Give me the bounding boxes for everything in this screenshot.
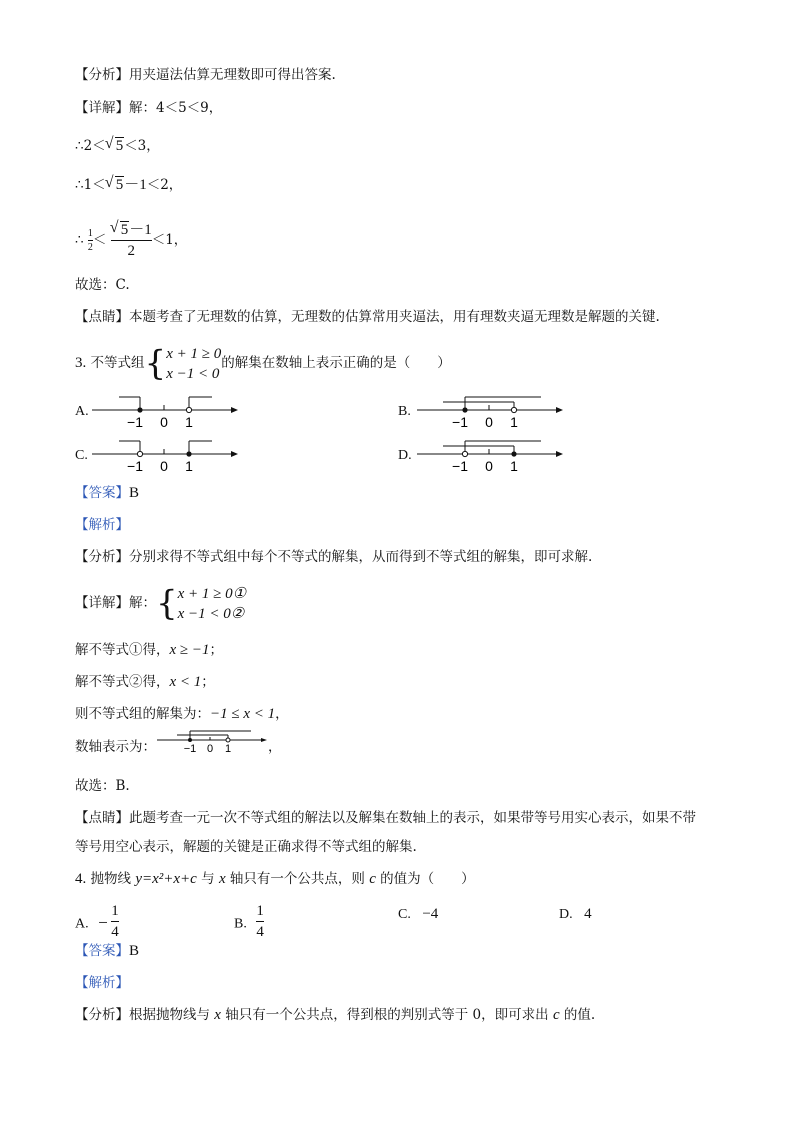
question-math: x bbox=[218, 871, 226, 887]
sqrt-expression: √ 5 bbox=[106, 176, 125, 194]
solve-text: 解不等式①得， bbox=[75, 642, 170, 658]
option-d-numberline[interactable] bbox=[413, 434, 573, 474]
analysis-text: 轴只有一个公共点，得到根的判别式等于 0，即可求出 bbox=[220, 1007, 553, 1023]
analysis-text: 根据抛物线与 bbox=[129, 1007, 215, 1023]
fraction: $\frac{1}{4}$ bbox=[256, 903, 264, 940]
solid-dot bbox=[188, 738, 192, 742]
question-number: 3. bbox=[75, 355, 87, 371]
solve-text: 解不等式②得， bbox=[75, 674, 170, 690]
sqrt-expression: √ 5 bbox=[106, 137, 125, 155]
question-math: c bbox=[369, 871, 376, 887]
choose-line-3: 故选：B. bbox=[75, 778, 130, 794]
question-text: 不等式组 bbox=[90, 355, 145, 371]
detail-text: 解：4＜5＜9， bbox=[129, 100, 223, 116]
option-value: 4 bbox=[584, 906, 592, 922]
analysis-text: 用夹逼法估算无理数即可得出答案. bbox=[129, 67, 336, 83]
question-text: 的解集在数轴上表示正确的是（ ） bbox=[221, 355, 451, 371]
option-a-4[interactable] bbox=[75, 903, 119, 943]
solid-dot bbox=[511, 451, 516, 456]
answer-value: B bbox=[129, 485, 140, 501]
answer-value: B bbox=[129, 943, 140, 959]
question-number: 4. bbox=[75, 871, 87, 887]
solve-line-1 bbox=[75, 641, 223, 659]
punctuation: ， bbox=[268, 739, 282, 755]
solution-line bbox=[75, 705, 289, 723]
question-text: 的值为（ ） bbox=[375, 871, 475, 887]
detail-text: 解： bbox=[129, 595, 156, 611]
tick-label: 1 bbox=[510, 458, 518, 474]
tick-label: −1 bbox=[127, 414, 143, 430]
tick-label: 1 bbox=[185, 414, 193, 430]
tick-label: 1 bbox=[185, 458, 193, 474]
comment-line-3b: 等号用空心表示，解题的关键是正确求得不等式组的解集. bbox=[75, 839, 417, 855]
tick-label: 1 bbox=[224, 743, 232, 754]
answer-line-4 bbox=[75, 942, 139, 960]
jiexi-heading-4: 【解析】 bbox=[75, 975, 129, 991]
analysis-tag: 【分析】 bbox=[75, 549, 129, 565]
answer-tag: 【答案】 bbox=[75, 485, 129, 501]
analysis-math: x bbox=[214, 1007, 221, 1023]
fraction-half: $\frac{1}{2}$ bbox=[87, 228, 93, 253]
tick-label: 0 bbox=[160, 458, 168, 474]
step-line-2 bbox=[75, 176, 182, 194]
therefore-symbol: ∴ bbox=[75, 177, 84, 193]
question-3: 3. 不等式组{ x + 1 ≥ 0 x −1 < 0 的解集在数轴上表示正确的是（ ） bbox=[75, 343, 451, 384]
step-line-1 bbox=[75, 137, 160, 155]
step-text: ＜ bbox=[92, 232, 107, 248]
option-label: B. bbox=[234, 916, 247, 932]
inequality-system: x + 1 ≥ 0 x −1 < 0 bbox=[166, 345, 222, 382]
comment-tag: 【点睛】 bbox=[75, 810, 129, 826]
step-text: ＜2， bbox=[146, 177, 183, 193]
tick-label: 0 bbox=[160, 414, 168, 430]
step-text: 1＜ bbox=[83, 177, 106, 193]
option-c-4[interactable] bbox=[398, 906, 438, 923]
jiexi-heading-3: 【解析】 bbox=[75, 517, 129, 533]
analysis-line-4 bbox=[75, 1006, 595, 1024]
numberline-text: 数轴表示为： bbox=[75, 739, 156, 755]
tick-label: 1 bbox=[510, 414, 518, 430]
option-a-numberline[interactable] bbox=[88, 390, 248, 430]
minus-sign: − bbox=[98, 912, 108, 932]
comment-text: 本题考查了无理数的估算，无理数的估算常用夹逼法，用有理数夹逼无理数是解题的关键. bbox=[129, 309, 660, 325]
step-line-3 bbox=[75, 218, 187, 262]
choose-line-1: 故选：C. bbox=[75, 277, 130, 293]
hollow-dot bbox=[137, 451, 142, 456]
question-text: 与 bbox=[196, 871, 219, 887]
solid-dot bbox=[137, 407, 142, 412]
hollow-dot bbox=[226, 738, 230, 742]
option-b-numberline[interactable] bbox=[413, 390, 573, 430]
punctuation: ， bbox=[275, 706, 289, 722]
hollow-dot bbox=[462, 451, 467, 456]
option-d-label[interactable]: D. bbox=[398, 448, 412, 463]
tick-label: −1 bbox=[127, 458, 143, 474]
punctuation: ； bbox=[209, 642, 224, 658]
comment-line-3 bbox=[75, 809, 696, 827]
answer-tag: 【答案】 bbox=[75, 943, 129, 959]
tick-label: 0 bbox=[485, 458, 493, 474]
option-b-label[interactable]: B. bbox=[398, 404, 411, 419]
option-d-4[interactable] bbox=[559, 906, 592, 923]
tick-label: −1 bbox=[183, 743, 197, 754]
inequality-system: x + 1 ≥ 0① x −1 < 0② bbox=[177, 585, 247, 622]
fraction: $\frac{1}{4}$ bbox=[111, 903, 119, 940]
solution-numberline bbox=[155, 726, 270, 754]
analysis-text: 分别求得不等式组中每个不等式的解集，从而得到不等式组的解集，即可求解. bbox=[129, 549, 593, 565]
solve-math: x < 1 bbox=[169, 674, 202, 690]
tick-label: 0 bbox=[485, 414, 493, 430]
answer-line-3 bbox=[75, 484, 139, 502]
solve-math: x ≥ −1 bbox=[169, 642, 210, 658]
step-text: －1 bbox=[124, 177, 147, 193]
step-text: 2＜ bbox=[83, 138, 106, 154]
comment-tag: 【点睛】 bbox=[75, 309, 129, 325]
option-b-4[interactable] bbox=[234, 903, 264, 943]
tick-label: −1 bbox=[452, 458, 468, 474]
option-label: C. bbox=[398, 907, 411, 922]
step-text: ＜1， bbox=[151, 232, 188, 248]
comment-text: 此题考查一元一次不等式组的解法以及解集在数轴上的表示，如果带等号用实心表示，如果不带 bbox=[129, 810, 696, 826]
solid-dot bbox=[186, 451, 191, 456]
analysis-text: 的值. bbox=[559, 1007, 596, 1023]
punctuation: ； bbox=[201, 674, 215, 690]
solve-line-2 bbox=[75, 673, 215, 691]
option-value: −4 bbox=[422, 906, 439, 922]
therefore-symbol: ∴ bbox=[75, 138, 84, 154]
option-label: D. bbox=[559, 907, 573, 922]
comment-line-1 bbox=[75, 308, 660, 326]
tick-label: 0 bbox=[206, 743, 214, 754]
option-label: A. bbox=[75, 916, 89, 932]
analysis-line-3 bbox=[75, 548, 592, 566]
therefore-symbol: ∴ bbox=[75, 232, 84, 248]
detail-line-3: 【详解】解：{ x + 1 ≥ 0① x −1 < 0② bbox=[75, 583, 247, 624]
hollow-dot bbox=[511, 407, 516, 412]
step-text: ＜3， bbox=[124, 138, 160, 154]
solution-math: −1 ≤ x < 1 bbox=[210, 706, 276, 722]
question-4 bbox=[75, 870, 475, 888]
solid-dot bbox=[462, 407, 467, 412]
detail-tag: 【详解】 bbox=[75, 100, 129, 116]
detail-tag: 【详解】 bbox=[75, 595, 129, 611]
analysis-tag: 【分析】 bbox=[75, 1007, 129, 1023]
analysis-line-1 bbox=[75, 66, 336, 84]
question-text: 轴只有一个公共点，则 bbox=[225, 871, 370, 887]
option-c-numberline[interactable] bbox=[88, 434, 248, 474]
detail-line-1 bbox=[75, 99, 222, 117]
solution-text: 则不等式组的解集为： bbox=[75, 706, 210, 722]
option-a-label[interactable]: A. bbox=[75, 404, 89, 419]
fraction-expression: √ $\frac{5-1}{2}$ bbox=[111, 222, 152, 259]
analysis-math: c bbox=[552, 1007, 560, 1023]
hollow-dot bbox=[186, 407, 191, 412]
numberline-line bbox=[75, 738, 156, 756]
question-text: 抛物线 bbox=[90, 871, 136, 887]
tick-label: −1 bbox=[452, 414, 468, 430]
question-math: y=x²+x+c bbox=[135, 871, 197, 887]
analysis-tag: 【分析】 bbox=[75, 67, 129, 83]
option-c-label[interactable]: C. bbox=[75, 448, 88, 463]
